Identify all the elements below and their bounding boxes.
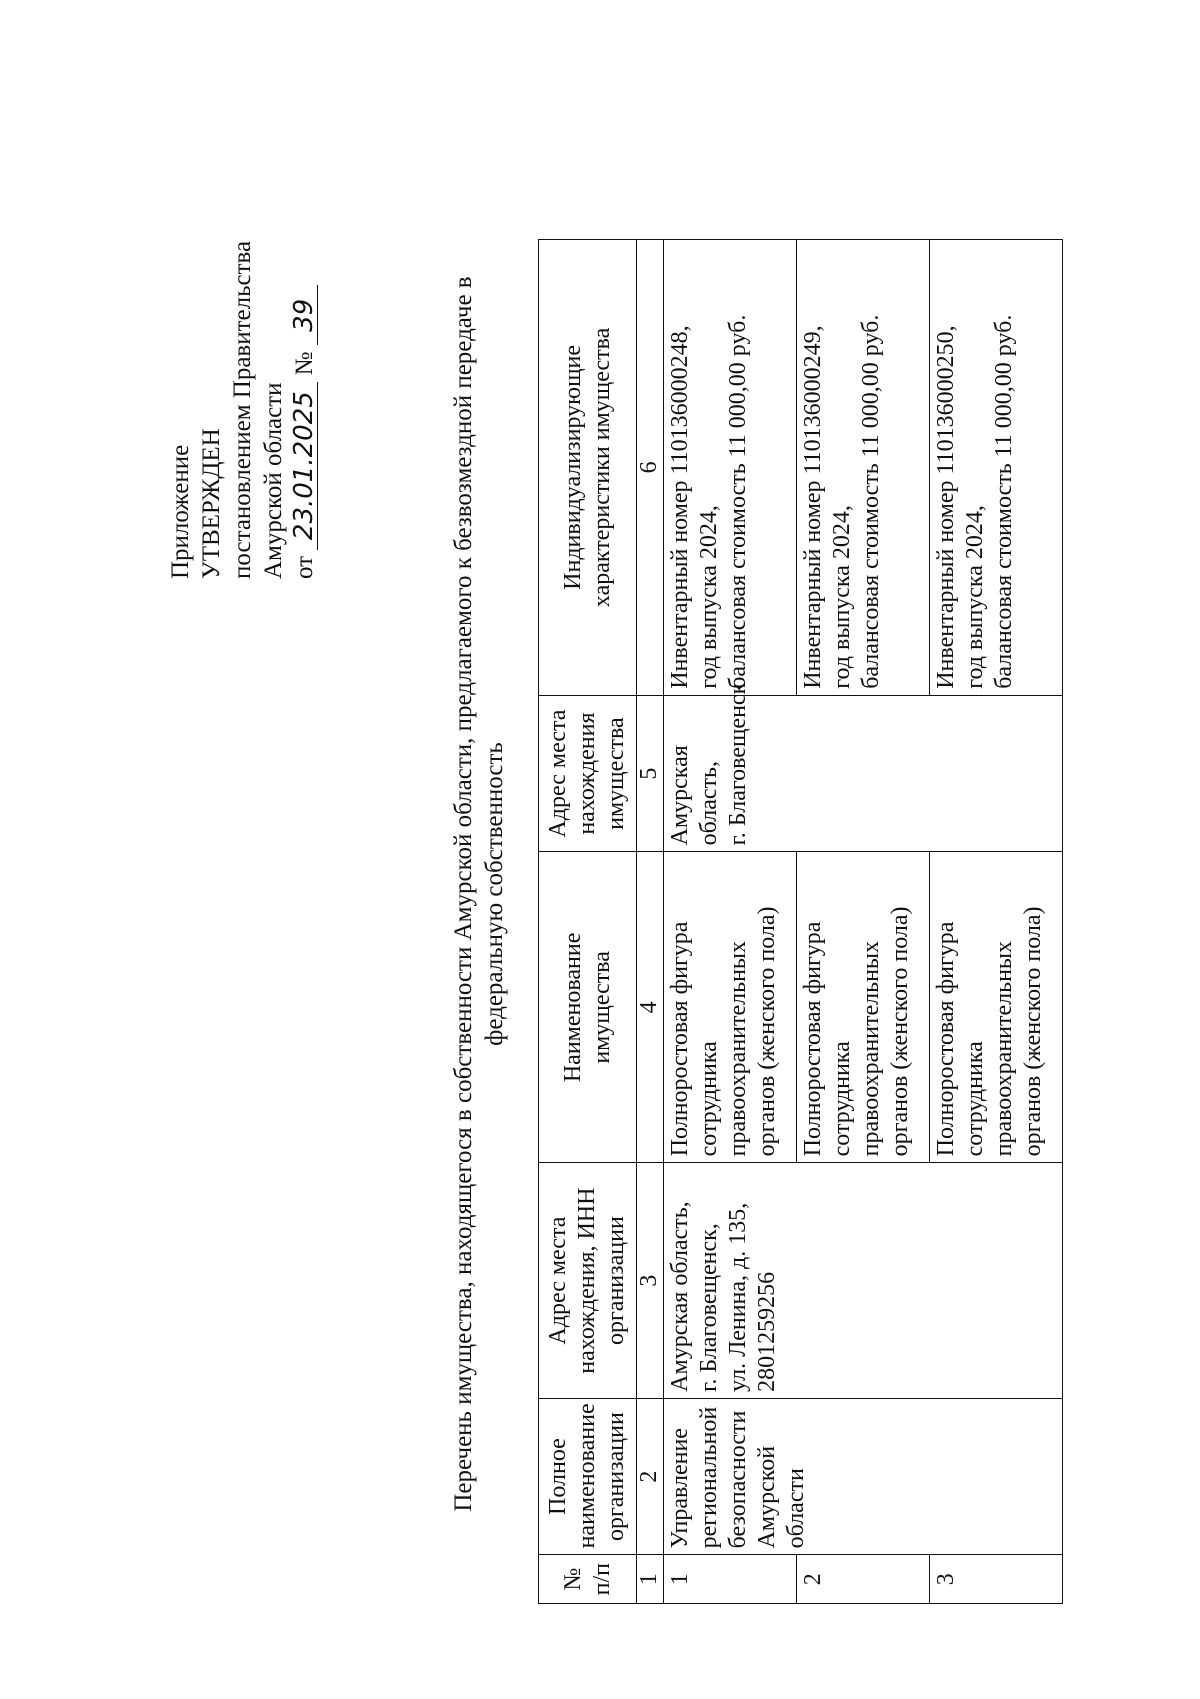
header-item-name: Наименование имущества	[539, 852, 637, 1163]
item-address-cell: Амурская область, г. Благовещенск	[664, 695, 1063, 852]
item-characteristics-cell: Инвентарный номер 110136000250, год выпуска 2024, балансовая стоимость 11 000,00 руб.	[930, 240, 1063, 696]
document-title-line-2: федеральную собственность	[481, 742, 508, 1046]
item-characteristics-cell: Инвентарный номер 110136000249, год выпуска 2024, балансовая стоимость 11 000,00 руб.	[797, 240, 930, 696]
column-number-row	[637, 240, 664, 1604]
approval-date-handwritten: 23.01.2025	[291, 382, 318, 550]
column-number: 5	[637, 695, 664, 852]
approval-region-label: Амурской области	[260, 382, 287, 579]
header-org-address: Адрес места нахождения, ИНН организации	[539, 1163, 637, 1398]
approval-approved-label: УТВЕРЖДЕН	[198, 428, 225, 579]
column-number: 1	[637, 1555, 664, 1604]
column-number: 2	[637, 1398, 664, 1555]
approval-appendix-label: Приложение	[167, 444, 194, 579]
header-item-address: Адрес места нахождения имущества	[539, 695, 637, 852]
approval-number-label: №	[291, 351, 318, 376]
table-row	[664, 240, 797, 1604]
column-number: 4	[637, 852, 664, 1163]
column-number: 6	[637, 240, 664, 696]
item-name-cell: Полноростовая фигура сотрудника правоохранительных органов (женского пола)	[930, 852, 1063, 1163]
item-characteristics-cell: Инвентарный номер 110136000248, год выпуска 2024, балансовая стоимость 11 000,00 руб.	[664, 240, 797, 696]
item-name-cell: Полноростовая фигура сотрудника правоохранительных органов (женского пола)	[797, 852, 930, 1163]
approval-date-prefix: от	[291, 555, 318, 579]
row-number: 3	[930, 1555, 1063, 1604]
row-number: 2	[797, 1555, 930, 1604]
header-org-name: Полное наименование организации	[539, 1398, 637, 1555]
header-no: № п/п	[539, 1555, 637, 1604]
column-number: 3	[637, 1163, 664, 1398]
header-item-characteristics: Индивидуализирующие характеристики имущества	[539, 240, 637, 696]
row-number: 1	[664, 1555, 797, 1604]
document-title-line-1: Перечень имущества, находящегося в собственности Амурской области, предлагаемого к безвозмездной передаче в	[450, 276, 477, 1512]
organization-name-cell: Управление региональной безопасности Амурской области	[664, 1398, 1063, 1555]
table-header-row	[539, 240, 637, 1604]
organization-address-cell: Амурская область, г. Благовещенск, ул. Ленина, д. 135, 2801259256	[664, 1163, 1063, 1398]
approval-stamp-block	[165, 241, 320, 579]
document-title	[448, 269, 510, 1519]
property-table	[538, 239, 1063, 1604]
approval-date-line	[289, 241, 320, 579]
approval-resolution-label: постановлением Правительства	[229, 240, 256, 579]
approval-number-handwritten: 39	[291, 285, 318, 345]
item-name-cell: Полноростовая фигура сотрудника правоохранительных органов (женского пола)	[664, 852, 797, 1163]
